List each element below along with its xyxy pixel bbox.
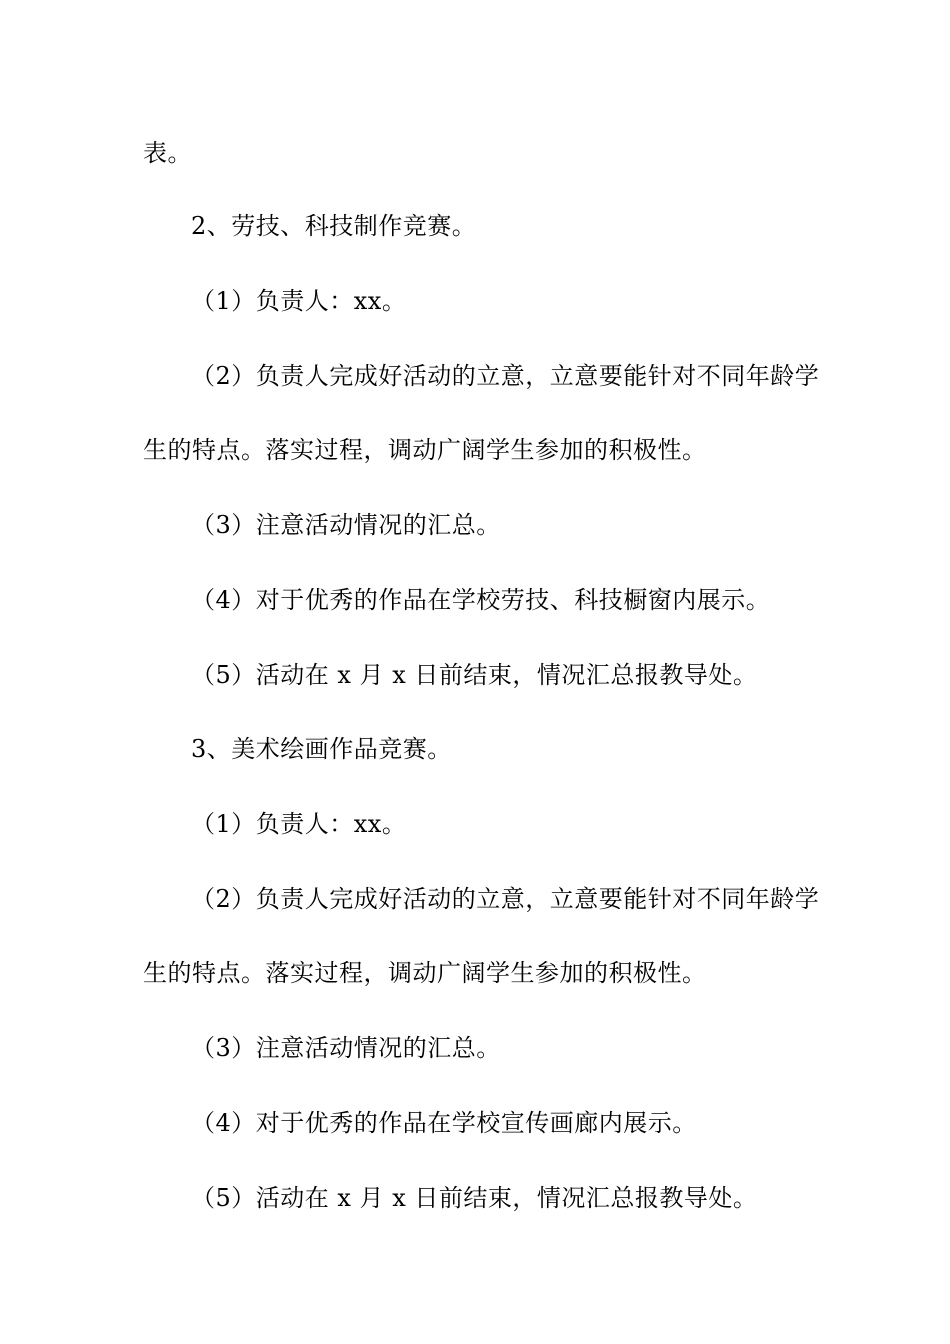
item-2-5: （5）活动在 x 月 x 日前结束，情况汇总报教导处。	[191, 661, 758, 689]
item-3-1: （1）负责人：xx。	[191, 810, 407, 838]
item-3-3: （3）注意活动情况的汇总。	[191, 1034, 501, 1062]
item-3-4: （4）对于优秀的作品在学校宣传画廊内展示。	[191, 1109, 697, 1137]
section-heading-3: 3、美术绘画作品竞赛。	[191, 735, 452, 763]
item-3-5: （5）活动在 x 月 x 日前结束，情况汇总报教导处。	[191, 1184, 758, 1212]
item-2-2-line-1: （2）负责人完成好活动的立意，立意要能针对不同年龄学	[191, 362, 820, 390]
item-3-2-line-2: 生的特点。落实过程，调动广阔学生参加的积极性。	[143, 959, 707, 987]
section-heading-2: 2、劳技、科技制作竞赛。	[191, 212, 477, 240]
text-line-1: 表。	[143, 139, 192, 167]
item-3-2-line-1: （2）负责人完成好活动的立意，立意要能针对不同年龄学	[191, 885, 820, 913]
item-2-1: （1）负责人：xx。	[191, 287, 407, 315]
item-2-4: （4）对于优秀的作品在学校劳技、科技橱窗内展示。	[191, 586, 771, 614]
item-2-2-line-2: 生的特点。落实过程，调动广阔学生参加的积极性。	[143, 436, 707, 464]
item-2-3: （3）注意活动情况的汇总。	[191, 511, 501, 539]
